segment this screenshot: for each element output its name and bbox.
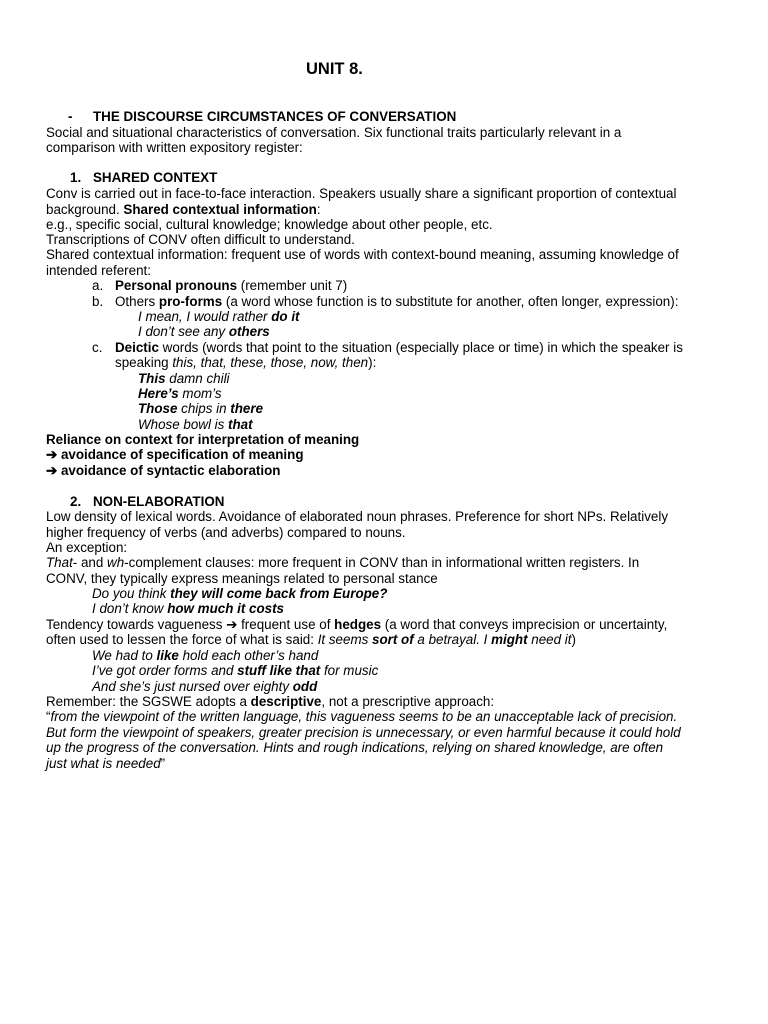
section2-heading: NON-ELABORATION	[93, 494, 225, 509]
text-segment: chips in	[177, 401, 231, 416]
text-segment: (a word whose function is to substitute for another, often longer, expression):	[222, 294, 679, 309]
section2-line2: higher frequency of verbs (and adverbs) compared to nouns.	[46, 525, 406, 540]
example-line	[138, 309, 300, 325]
list-item-b	[115, 294, 678, 310]
section2-line1: Low density of lexical words. Avoidance of elaborated noun phrases. Preference for short NPs. Relatively	[46, 509, 669, 524]
text-segment: -complement clauses: more frequent in CONV than in informational written registers. In	[124, 555, 640, 570]
bold-segment: Deictic	[115, 340, 159, 355]
arrow-line-1: ➔ avoidance of specification of meaning	[46, 447, 304, 462]
bold-segment: odd	[292, 679, 318, 694]
section1-line2	[46, 202, 321, 218]
text-segment: , not a prescriptive approach:	[321, 694, 495, 709]
bold-italic-segment: might	[491, 632, 528, 647]
bold-segment: Those	[138, 401, 178, 416]
quote-line3: up the progress of the conversation. Hints and rough indications, relying on shared knowledge, are often	[46, 740, 664, 755]
remember-line	[46, 694, 494, 710]
text-segment: - and	[72, 555, 108, 570]
text-segment: And she’s just nursed over eighty	[92, 679, 293, 694]
text-segment: ”	[160, 756, 166, 771]
section1-line3: e.g., specific social, cultural knowledge; knowledge about other people, etc.	[46, 217, 493, 232]
bold-segment: like	[156, 648, 179, 663]
example-line	[92, 663, 378, 679]
text-segment: speaking	[115, 355, 173, 370]
text-segment: hold each other’s hand	[178, 648, 319, 663]
italic-segment: this, that, these, those, now, then	[172, 355, 369, 370]
bold-segment: This	[138, 371, 166, 386]
text-segment: :	[316, 202, 321, 217]
example-line	[92, 601, 284, 617]
text-segment: mom’s	[178, 386, 222, 401]
bold-segment: others	[228, 324, 270, 339]
tendency-line2	[46, 632, 576, 648]
text-segment: )	[571, 632, 576, 647]
bold-segment: they will come back from Europe?	[170, 586, 388, 601]
example-line	[92, 586, 387, 602]
list-item-a	[115, 278, 347, 294]
bold-segment: Personal pronouns	[115, 278, 238, 293]
section2-number: 2.	[70, 494, 82, 509]
section1-line6: intended referent:	[46, 263, 151, 278]
list-marker-b: b.	[92, 294, 104, 309]
bold-segment: that	[228, 417, 253, 432]
italic-segment: just what is needed	[46, 756, 161, 771]
italic-segment: It seems	[317, 632, 373, 647]
page-title: UNIT 8.	[306, 60, 363, 78]
section0-bullet: -	[68, 109, 73, 124]
text-segment: for music	[320, 663, 379, 678]
italic-segment: from the viewpoint of the written language, this vagueness seems to be an unacceptable lack of precision.	[50, 709, 678, 724]
text-segment: often used to lessen the force of what is said:	[46, 632, 318, 647]
section1-line4: Transcriptions of CONV often difficult to understand.	[46, 232, 355, 247]
text-segment: We had to	[92, 648, 157, 663]
text-segment: (a word that conveys imprecision or uncertainty,	[381, 617, 668, 632]
bold-segment: Here’s	[138, 386, 179, 401]
example-line	[138, 386, 222, 402]
list-marker-a: a.	[92, 278, 104, 293]
tendency-line1	[46, 617, 667, 633]
example-line	[138, 417, 253, 433]
text-segment: Others	[115, 294, 159, 309]
section0-intro-line2: comparison with written expository register:	[46, 140, 303, 155]
reliance-line: Reliance on context for interpretation of meaning	[46, 432, 360, 447]
bold-italic-segment: sort of	[372, 632, 414, 647]
italic-segment: need it	[527, 632, 572, 647]
bold-segment: Shared contextual information	[123, 202, 317, 217]
italic-segment: That	[46, 555, 73, 570]
text-segment: background.	[46, 202, 124, 217]
example-line	[92, 648, 318, 664]
italic-segment: a betrayal. I	[413, 632, 492, 647]
text-segment: words (words that point to the situation (especially place or time) in which the speaker is	[158, 340, 683, 355]
text-segment: damn chili	[165, 371, 230, 386]
example-line	[92, 679, 317, 695]
text-segment: (remember unit 7)	[237, 278, 348, 293]
bold-segment: how much it costs	[167, 601, 284, 616]
text-segment: I don’t see any	[138, 324, 229, 339]
text-segment: ):	[368, 355, 377, 370]
text-segment: I don’t know	[92, 601, 168, 616]
quote-line1	[46, 709, 677, 725]
list-marker-c: c.	[92, 340, 103, 355]
text-segment: I mean, I would rather	[138, 309, 272, 324]
list-item-c-cont	[115, 355, 376, 371]
section2-line3: An exception:	[46, 540, 128, 555]
bold-segment: do it	[271, 309, 300, 324]
italic-segment: wh	[107, 555, 125, 570]
arrow-line-2: ➔ avoidance of syntactic elaboration	[46, 463, 281, 478]
example-line	[138, 324, 270, 340]
quote-line2: But form the viewpoint of speakers, greater precision is unnecessary, or even harmful because it could hold	[46, 725, 681, 740]
bold-segment: hedges	[334, 617, 382, 632]
bold-segment: stuff like that	[237, 663, 321, 678]
text-segment: “	[46, 709, 51, 724]
section0-heading: THE DISCOURSE CIRCUMSTANCES OF CONVERSATION	[93, 109, 457, 124]
quote-line4	[46, 756, 165, 772]
example-line	[138, 401, 263, 417]
section1-heading: SHARED CONTEXT	[93, 170, 218, 185]
section1-line1: Conv is carried out in face-to-face interaction. Speakers usually share a significant proportion of contextual	[46, 186, 677, 201]
section2-line4	[46, 555, 639, 571]
text-segment: I’ve got order forms and	[92, 663, 238, 678]
section2-line5: CONV, they typically express meanings related to personal stance	[46, 571, 438, 586]
text-segment: Whose bowl is	[138, 417, 229, 432]
list-item-c	[115, 340, 683, 356]
bold-segment: descriptive	[250, 694, 322, 709]
text-segment: Tendency towards vagueness ➔ frequent use of	[46, 617, 335, 632]
text-segment: Remember: the SGSWE adopts a	[46, 694, 251, 709]
section0-intro-line1: Social and situational characteristics of conversation. Six functional traits particularly relevant in a	[46, 125, 622, 140]
example-line	[138, 371, 230, 387]
section1-number: 1.	[70, 170, 82, 185]
section1-line5: Shared contextual information: frequent use of words with context-bound meaning, assuming knowledge of	[46, 247, 679, 262]
bold-segment: there	[230, 401, 264, 416]
bold-segment: pro-forms	[158, 294, 223, 309]
text-segment: Do you think	[92, 586, 171, 601]
